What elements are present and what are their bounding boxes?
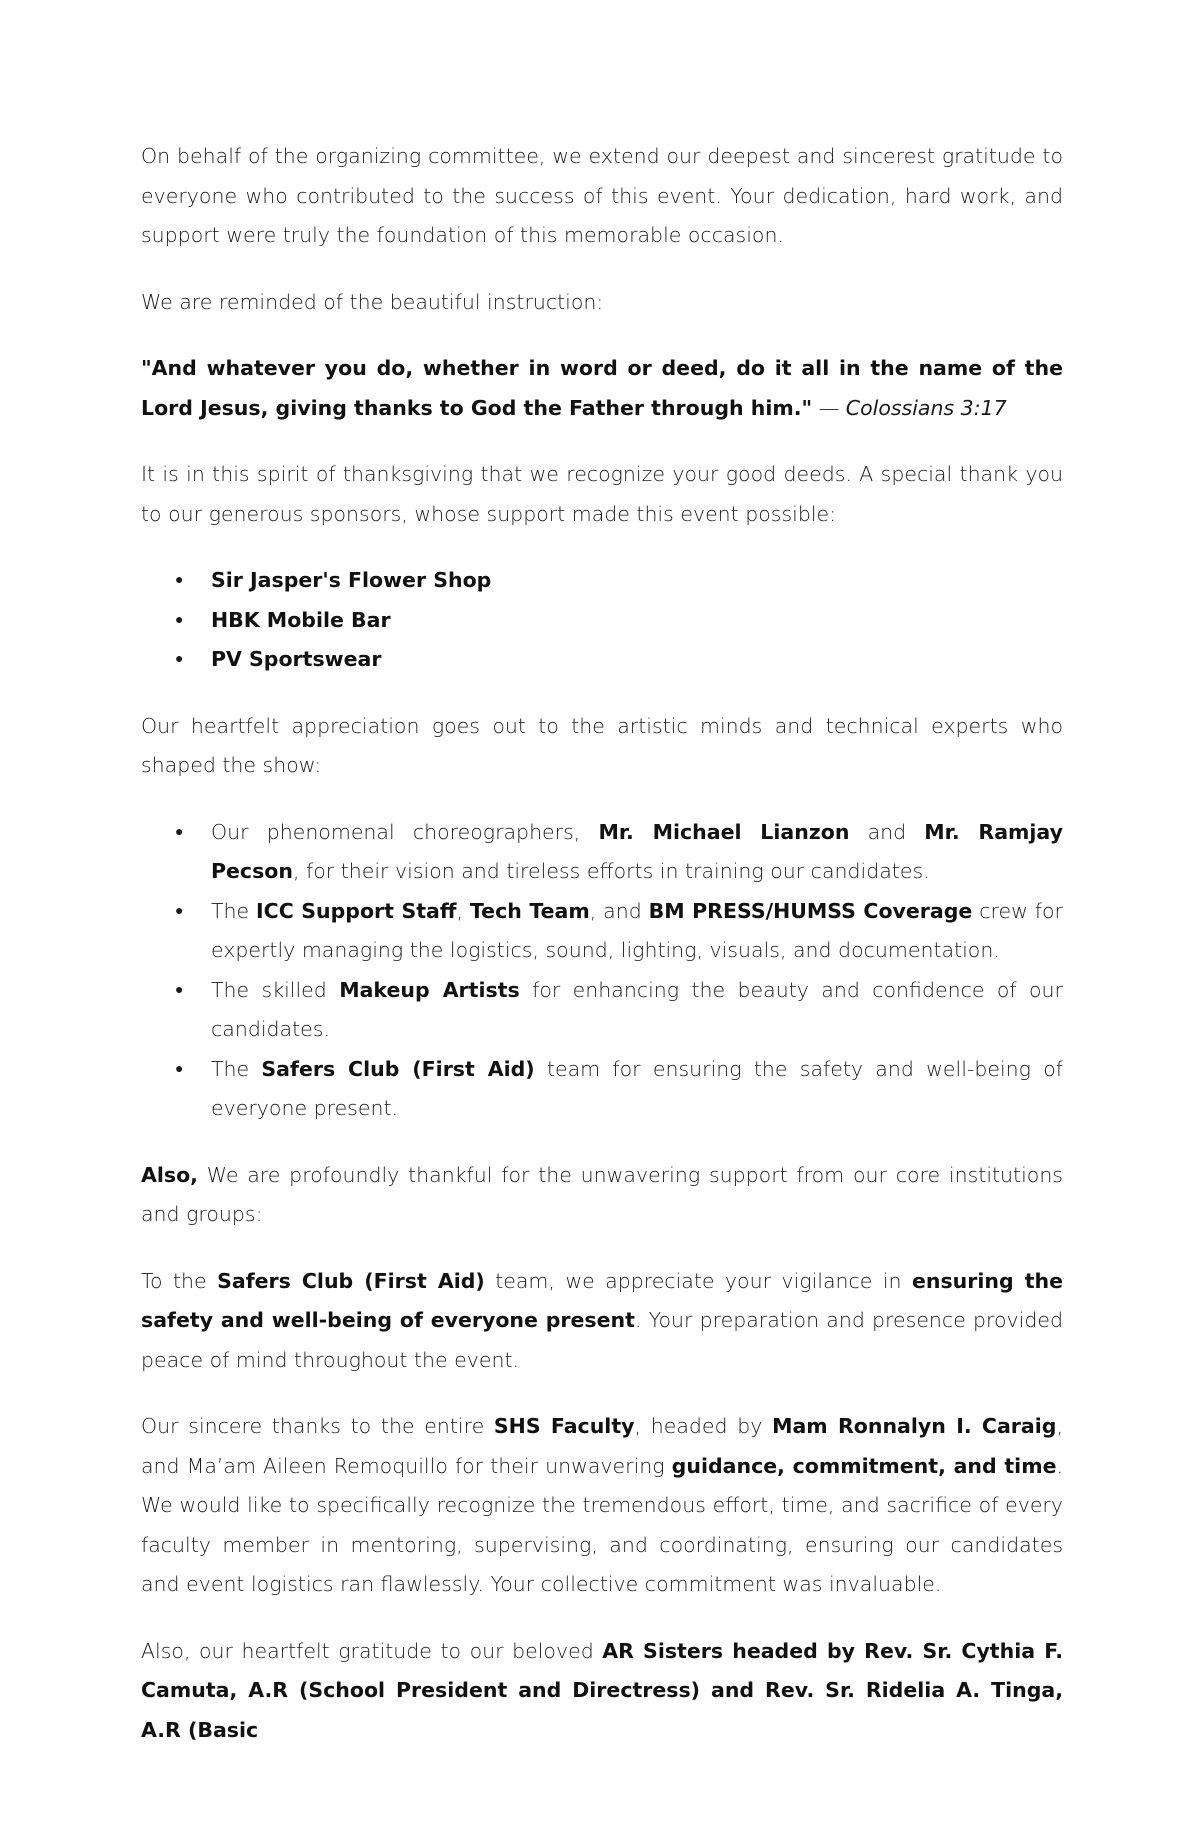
ar-sisters-paragraph [141,1632,1063,1751]
quote-reference: Colossians 3:17 [845,395,1007,420]
choreographer-name: Mr. Michael Lianzon [598,819,850,844]
bullet-icon: ● [175,981,184,998]
bullet-icon: ● [175,611,184,628]
quote-text: "And whatever you do, whether in word or deed, do it all in the name of the Lord Jesus, giving thanks to God the Father through him." [141,356,1063,420]
text-run: , [456,898,470,923]
text-run: crew for expertly managing the logistics, sound, lighting, visuals, and documentation. [211,898,1063,962]
appreciation-intro-paragraph: Our heartfelt appreciation goes out to the artistic minds and technical experts who shaped the show: [141,713,1063,777]
text-run: . We would like to specifically recognize the tremendous effort, time, and sacrifice of every faculty member in mentoring, supervising, and coordinating, ensuring our candidates and event logistics ran flawlessly. Your collective commitment was invaluable. [141,1453,1064,1596]
team-name: Safers Club (First Aid) [217,1268,485,1293]
instruction-paragraph: We are reminded of the beautiful instruction: [141,289,604,314]
text-run: Also, [141,1162,198,1187]
text-run: , and Ma’am Aileen Remoquillo for their unwavering [141,1414,1063,1478]
sponsor-name: PV Sportswear [211,647,382,671]
list-item [175,971,1063,1050]
team-name: ICC Support Staff [256,898,457,923]
bullet-icon: ● [175,1060,184,1077]
list-item [175,813,1063,892]
bullet-icon: ● [175,902,184,919]
quote-dash: — [812,395,846,420]
text-run: The [211,898,257,923]
sponsor-name: HBK Mobile Bar [211,607,391,632]
list-item [175,640,1063,680]
text-run: team for ensuring the safety and well-being of everyone present. [211,1056,1063,1120]
text-run: Our phenomenal choreographers, [211,819,599,844]
text-run: Also, our heartfelt gratitude to our beloved [141,1638,603,1663]
appreciation-list [141,813,1063,1129]
team-name: Makeup Artists [339,977,520,1002]
text-run: Our sincere thanks to the entire [141,1414,494,1438]
safers-club-paragraph [141,1262,1063,1381]
text-run: AR Sisters headed by Rev. Sr. Cythia F. Camuta, A.R (School President and Directress) and Rev. Sr. Ridelia A. Tinga, A.R (Basic [141,1638,1063,1742]
bullet-icon: ● [175,651,184,667]
institutions-paragraph [141,1156,1063,1235]
document-body [141,137,1063,1777]
text-run: , headed by [634,1414,773,1438]
sponsor-name: Sir Jasper's Flower Shop [211,568,492,592]
text-run: and [849,819,925,844]
list-item [175,601,1063,641]
text-run: guidance, commitment, and time [671,1453,1057,1478]
bullet-icon: ● [175,572,184,588]
team-name: BM PRESS/HUMSS Coverage [648,898,973,923]
list-item [175,892,1063,971]
person-name: Mam Ronnalyn I. Caraig [772,1414,1057,1438]
text-run: , for their vision and tireless efforts in training our candidates. [292,859,930,883]
bible-quote [141,349,1063,428]
team-name: Safers Club (First Aid) [261,1056,535,1081]
text-run: for enhancing the beauty and confidence of our candidates. [211,977,1063,1041]
team-name: SHS Faculty [493,1414,635,1438]
choreographer-name: Mr. Ramjay Pecson [211,819,1063,883]
team-name: Tech Team [469,898,590,923]
text-run: . Your preparation and presence provided peace of mind throughout the event. [141,1308,1064,1372]
text-run: The [211,1056,262,1081]
text-run: To the [141,1268,218,1293]
faculty-paragraph [141,1407,1063,1605]
list-item [175,1050,1063,1129]
sponsors-list [141,561,1063,680]
text-run: team, we appreciate your vigilance in [484,1268,912,1293]
text-run: ensuring the safety and well-being of everyone present [141,1268,1063,1332]
bullet-icon: ● [175,823,184,840]
sponsors-intro-paragraph: It is in this spirit of thanksgiving that we recognize your good deeds. A special thank you to our generous sponsors, whose support made this event possible: [141,462,1063,526]
intro-paragraph: On behalf of the organizing committee, we extend our deepest and sincerest gratitude to everyone who contributed to the success of this event. Your dedication, hard work, and support were truly the foundation of this memorable occasion. [141,144,1063,247]
list-item [175,561,1063,601]
text-run: , and [589,898,649,923]
text-run: The skilled [211,977,340,1002]
text-run: We are profoundly thankful for the unwavering support from our core institutions and groups: [141,1162,1063,1226]
